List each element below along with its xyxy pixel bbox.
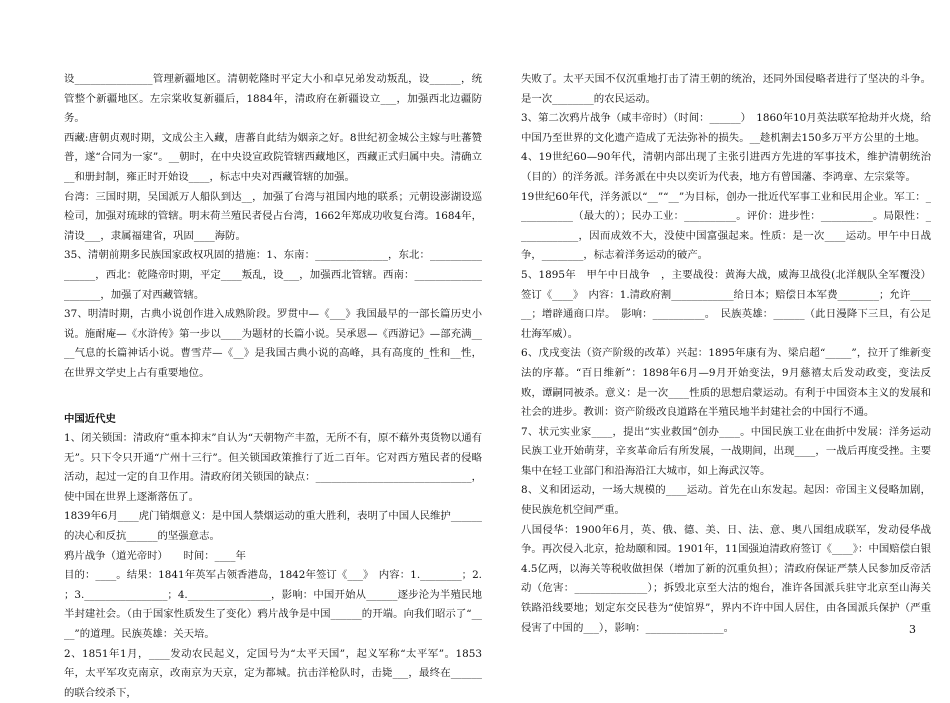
- paragraph-xizang: 西藏:唐朝贞观时期，文成公主入藏，唐蕃自此结为姻亲之好。8世纪初金城公主嫁与吐蕃赞普，遂“合同为一家”。__朝时，在中央设宣政院管辖西藏地区，西藏正式归属中央。清确立__和册封制，雍正时开始设____，标志中央对西藏管辖的加强。: [64, 131, 482, 183]
- paragraph-boxer: 8、义和团运动，一场大规模的____运动。首先在山东发起。起因：帝国主义侵略加剧，使民族危机空间严重。: [521, 484, 931, 517]
- paragraph-xinjiang: 设_______________管理新疆地区。清朝乾隆时平定大小和卓兄弟发动叛乱，设______，统管整个新疆地区。左宗棠收复新疆后，1884年，清政府在新疆设立___，加强西北边疆防务。: [64, 73, 482, 125]
- paragraph-westernization: 4、19世纪60—90年代，清朝内部出现了主张引进西方先进的军事技术，维护清朝统治（目的）的洋务派。洋务派在中央以奕䜣为代表，地方有曾国藩、李鸿章、左宗棠等。: [521, 151, 931, 183]
- paragraph-opium-war-time: 鸦片战争（道光帝时） 时间：____年: [64, 549, 246, 562]
- paragraph-reform: 6、戊戌变法（资产阶级的改革）兴起：1895年康有为、梁启超“_____”，拉开了维新变法的序幕。“百日维新”：1898年6月—9月开始变法，9月慈禧太后发动政变，变法反败，谭嗣同被杀。意义：是一次____性质的思想启蒙运动。有利于中国资本主义的发展和社会的进步。教训：资产阶级改良道路在半殖民地半封建社会的中国行不通。: [521, 347, 931, 419]
- paragraph-sino-japanese-war: 5、1895年 甲午中日战争 ，主要战役：黄海大战，威海卫战役(北洋舰队全军覆没）签订《____》 内容：1.清政府割____________给日本；赔偿日本军费________；允许______；增辟通商口岸。 影响：__________。 民族英雄：______（此日漫降下三旦，有公足壮海军威）。: [521, 268, 931, 340]
- paragraph-closed-door: 1、闭关锁国：清政府“重本抑末”自认为“天朝物产丰盈，无所不有，原不藉外夷货物以通有无”。只下令只开通“广州十三行”。但关锁国政策推行了近二百年。它对西方殖民者的侵略活动，起过一定的自卫作用。清政府闭关锁国的缺点：______________________________，使中国在世界上逐渐落伍了。: [64, 432, 482, 503]
- left-column: [64, 70, 514, 703]
- paragraph-industry: 7、状元实业家____，提出“实业救国”创办____。中国民族工业在曲折中发展：洋务运动民族工业开始萌芽，辛亥革命后有所发展，一战期间，出现____，一战后再度受挫。主要集中在轻工业部门和沿海沿江大城市，如上海武汉等。: [521, 425, 931, 477]
- paragraph-westernization-detail: 19世纪60年代，洋务派以“__”“__”为目标，创办一批近代军事工业和民用企业。军工：___________（最大的）；民办工业：__________。评价：进步性：__________。局限性：____________，因而成效不大，没使中国富强起来。性质：是一次____运动。甲午中日战争，________，标志着洋务运动的破产。: [521, 190, 931, 262]
- paragraph-item-37: 37、明清时期，古典小说创作进入成熟阶段。罗贯中—《___》我国最早的一部长篇历史小说。施耐庵—《水浒传》第一步以____为题材的长篇小说。吴承恩—《西游记》—部充满____气息的长篇神话小说。曹雪芹—《__》是我国古典小说的高峰，具有高度的_性和__性，在世界文学史上占有重要地位。: [64, 308, 482, 379]
- paragraph-humen: 1839年6月____虎门销烟意义：是中国人禁烟运动的重大胜利，表明了中国人民维护______的决心和反抗______的坚强意志。: [64, 510, 482, 543]
- paragraph-taiping-cont: 失败了。太平天国不仅沉重地打击了清王朝的统治，还同外国侵略者进行了坚决的斗争。是一次________的农民运动。: [521, 73, 931, 105]
- paragraph-opium-war-detail: 目的：____。结果：1841年英军占领香港岛，1842年签订《___》 内容：1.________；2. ；3.________________；4.________________，影响：中国开始从______逐步沦为半殖民地半封建社会。（由于国家性质发生了变化）鸦片战争是中国______的开端。向我们昭示了“____”的道理。民族英雄：关天培。: [64, 569, 514, 641]
- paragraph-item-35: 35、清朝前期多民族国家政权巩固的措施：1、东南：______________，东北：________________，西北：乾隆帝时期，平定____叛乱，设___，加强西北管辖。西南：____________________，加强了对西藏管辖。: [64, 249, 482, 301]
- paragraph-eight-nation: 八国侵华：1900年6月，英、俄、德、美、日、法、意、奥八国组成联军，发动侵华战争。再次侵入北京，抢劫颐和园。1901年，11国强迫清政府签订《____》：中国赔偿白银4.5亿两，以海关等税收做担保（增加了新的沉重负担）；清政府保证严禁人民参加反帝活动（危害：______________）；拆毁北京至大沽的炮台，准许各国派兵驻守北京至山海关铁路沿线要地；划定东交民巷为“使馆界”，界内不许中国人居住，由各国派兵保护（严重侵害了中国的___），影响：_______________。: [521, 523, 931, 634]
- paragraph-taiwan: 台湾：三国时期，吴国派万人船队到达__，加强了台湾与祖国内地的联系；元朝设澎湖设巡检司，加强对琉球的管辖。明末荷兰殖民者侵占台湾，1662年郑成功收复台湾。1684年，清设___，隶属福建省，巩固____海防。: [64, 190, 482, 242]
- paragraph-second-opium-war: 3、第二次鸦片战争（咸丰帝时）（时间：______） 1860年10月英法联军抢劫并火烧，给中国乃至世界的文化遗产造成了无法弥补的损失。__趁机割去150多万平方公里的土地。: [521, 112, 931, 144]
- page-number: 3: [909, 623, 916, 637]
- section-title: 中国近代史: [64, 412, 116, 425]
- paragraph-taiping: 2、1851年1月，____发动农民起义，定国号为“太平天国”，起义军称“太平军”。1853年，太平军攻克南京，改南京为天京，定为都城。抗击洋枪队时，击毙___，最终在______的联合绞杀下，: [64, 647, 482, 699]
- right-column: [521, 70, 931, 638]
